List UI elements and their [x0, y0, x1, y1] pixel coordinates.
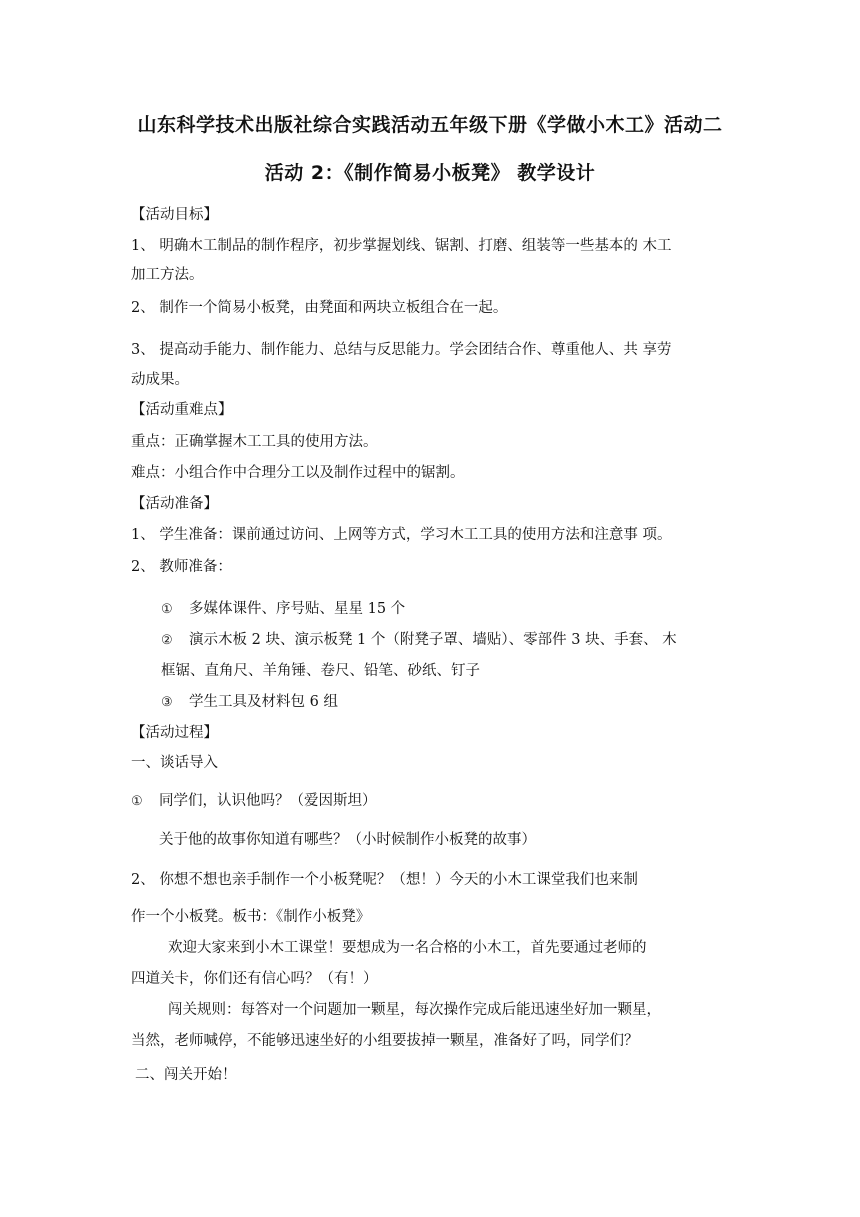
- part-2-heading: 二、闯关开始！: [135, 1067, 237, 1083]
- teacher-prep-item-3: [161, 692, 338, 713]
- part-1-question-1-text: 同学们，认识他吗？（爱因斯坦）: [159, 793, 377, 809]
- section-heading-preparation: 【活动准备】: [131, 496, 218, 512]
- circled-number: ①: [131, 794, 143, 809]
- part-1-question-1: [131, 791, 377, 812]
- part-1-question-2-cont: 作一个小板凳。板书：《制作小板凳》: [131, 909, 371, 925]
- section-heading-goals: 【活动目标】: [131, 207, 218, 223]
- welcome-paragraph-cont: 四道关卡，你们还有信心吗？（有！）: [131, 971, 378, 987]
- circled-number: ③: [161, 695, 173, 710]
- teacher-prep-item-3-text: 学生工具及材料包 6 组: [189, 694, 338, 710]
- goal-item-1: 1、 明确木工制品的制作程序，初步掌握划线、锯割、打磨、组装等一些基本的 木工: [131, 238, 672, 254]
- circled-number: ①: [161, 602, 173, 617]
- teacher-prep-item-1: [161, 599, 405, 620]
- teacher-prep-item-2: [161, 630, 677, 651]
- prep-item-2: 2、 教师准备：: [131, 559, 232, 575]
- welcome-paragraph: 欢迎大家来到小木工课堂！要想成为一名合格的小木工，首先要通过老师的: [168, 940, 647, 956]
- section-heading-key-points: 【活动重难点】: [131, 402, 233, 418]
- document-subtitle: 活动 2：《制作简易小板凳》 教学设计: [264, 162, 596, 184]
- document-title: 山东科学技术出版社综合实践活动五年级下册《学做小木工》活动二: [137, 114, 723, 136]
- teacher-prep-item-2-cont: 框锯、直角尺、羊角锤、卷尺、铅笔、砂纸、钉子: [161, 663, 480, 679]
- prep-item-1: 1、 学生准备：课前通过访问、上网等方式，学习木工工具的使用方法和注意事 项。: [131, 527, 672, 543]
- part-1-question-1-followup: 关于他的故事你知道有哪些？（小时候制作小板凳的故事）: [159, 832, 536, 848]
- circled-number: ②: [161, 633, 173, 648]
- key-point: 重点：正确掌握木工工具的使用方法。: [131, 434, 378, 450]
- rules-paragraph-cont: 当然，老师喊停，不能够迅速坐好的小组要拔掉一颗星，准备好了吗，同学们？: [131, 1033, 639, 1049]
- section-heading-process: 【活动过程】: [131, 725, 218, 741]
- goal-item-1-cont: 加工方法。: [131, 267, 204, 283]
- rules-paragraph: 闯关规则：每答对一个问题加一颗星，每次操作完成后能迅速坐好加一颗星，: [168, 1002, 661, 1018]
- part-1-heading: 一、谈话导入: [131, 755, 218, 771]
- teacher-prep-item-1-text: 多媒体课件、序号贴、星星 15 个: [189, 601, 406, 617]
- goal-item-3-cont: 动成果。: [131, 372, 189, 388]
- difficult-point: 难点：小组合作中合理分工以及制作过程中的锯割。: [131, 465, 465, 481]
- teacher-prep-item-2-text: 演示木板 2 块、演示板凳 1 个（附凳子罩、墙贴）、零部件 3 块、手套、 木: [189, 632, 677, 648]
- goal-item-2: 2、 制作一个简易小板凳，由凳面和两块立板组合在一起。: [131, 300, 508, 316]
- goal-item-3: 3、 提高动手能力、制作能力、总结与反思能力。学会团结合作、尊重他人、共 享劳: [131, 342, 672, 358]
- part-1-question-2: 2、 你想不想也亲手制作一个小板凳呢？（想！）今天的小木工课堂我们也来制: [131, 872, 638, 888]
